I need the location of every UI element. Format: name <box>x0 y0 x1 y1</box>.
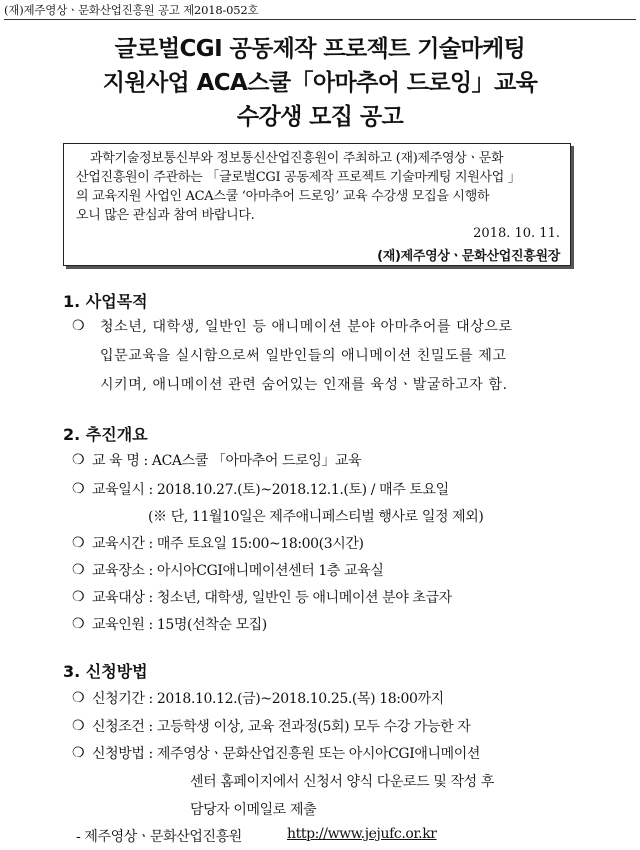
bullet-icon: ❍ <box>72 562 85 578</box>
overview-item: 교육시간 : 매주 토요일 15:00~18:00(3시간) <box>92 536 364 552</box>
application-condition: 신청조건 : 고등학생 이상, 교육 전과정(5회) 모두 수강 가능한 자 <box>92 719 471 735</box>
purpose-line: 입문교육을 실시함으로써 일반인들의 애니메이션 친밀도를 제고 <box>100 348 507 364</box>
section-heading-application: 3. 신청방법 <box>63 662 148 681</box>
bullet-icon: ❍ <box>72 452 85 468</box>
application-method: 담당자 이메일로 제출 <box>190 802 317 818</box>
intro-line: 오니 많은 관심과 참여 바랍니다. <box>76 208 255 223</box>
section-heading-overview: 2. 추진개요 <box>63 425 148 444</box>
application-method: 센터 홈페이지에서 신청서 양식 다운로드 및 작성 후 <box>190 774 494 790</box>
intro-line: 과학기술정보통신부와 정보통신산업진흥원이 주최하고 (재)제주영상ㆍ문화 <box>90 151 504 166</box>
overview-item: 교육대상 : 청소년, 대학생, 일반인 등 애니메이션 분야 초급자 <box>92 590 452 606</box>
schedule-note: (※ 단, 11월10일은 제주애니페스티벌 행사로 일정 제외) <box>148 509 484 525</box>
intro-text <box>76 149 562 225</box>
website-label: - 제주영상ㆍ문화산업진흥원 <box>76 829 242 845</box>
purpose-line: 시키며, 애니메이션 관련 숨어있는 인재를 육성ㆍ발굴하고자 함. <box>100 377 508 393</box>
website-link[interactable]: http://www.jejufc.or.kr <box>287 826 437 842</box>
page-title-line3: 수강생 모집 공고 <box>236 104 404 130</box>
intro-line: 산업진흥원이 주관하는 「글로벌CGI 공동제작 프로젝트 기술마케팅 지원사업 」 <box>76 170 521 185</box>
notice-number: (재)제주영상ㆍ문화산업진흥원 공고 제2018-052호 <box>4 3 259 17</box>
bullet-icon: ❍ <box>72 745 85 761</box>
bullet-icon: ❍ <box>72 535 85 551</box>
bullet-icon: ❍ <box>72 318 85 334</box>
overview-item: 교 육 명 : ACA스쿨 「아마추어 드로잉」교육 <box>92 453 362 469</box>
overview-item: 교육일시 : 2018.10.27.(토)~2018.12.1.(토) / 매주 토요일 <box>92 482 449 498</box>
section-heading-purpose: 1. 사업목적 <box>63 292 148 311</box>
bullet-icon: ❍ <box>72 718 85 734</box>
page-title-line1: 글로벌CGI 공동제작 프로젝트 기술마케팅 <box>114 36 526 62</box>
overview-item: 교육장소 : 아시아CGI애니메이션센터 1층 교육실 <box>92 563 384 579</box>
intro-box <box>63 143 571 266</box>
header-divider <box>4 19 636 20</box>
bullet-icon: ❍ <box>72 481 85 497</box>
announcement-date: 2018. 10. 11. <box>473 226 560 241</box>
bullet-icon: ❍ <box>72 616 85 632</box>
purpose-line: 청소년, 대학생, 일반인 등 애니메이션 분야 아마추어를 대상으로 <box>100 319 513 335</box>
overview-item: 교육인원 : 15명(선착순 모집) <box>92 617 267 633</box>
bullet-icon: ❍ <box>72 589 85 605</box>
issuer: (재)제주영상ㆍ문화산업진흥원장 <box>377 249 560 264</box>
application-method: 신청방법 : 제주영상ㆍ문화산업진흥원 또는 아시아CGI애니메이션 <box>92 746 480 762</box>
application-period: 신청기간 : 2018.10.12.(금)~2018.10.25.(목) 18:00까지 <box>92 691 444 707</box>
bullet-icon: ❍ <box>72 690 85 706</box>
intro-line: 의 교육지원 사업인 ACA스쿨 ‘아마추어 드로잉’ 교육 수강생 모집을 시행하 <box>76 189 490 204</box>
page-title-line2: 지원사업 ACA스쿨「아마추어 드로잉」교육 <box>102 70 538 96</box>
